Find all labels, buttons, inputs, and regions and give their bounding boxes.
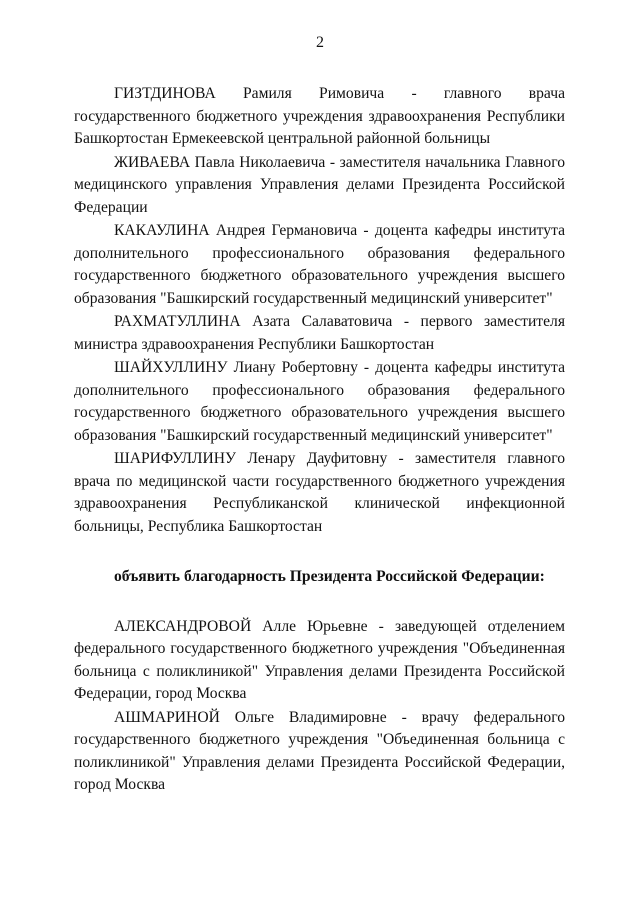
section-heading: объявить благодарность Президента Российской Федерации: (114, 568, 545, 585)
paragraph-zhivaev: ЖИВАЕВА Павла Николаевича - заместителя начальника Главного медицинского управления Управления делами Президента Российской Федерации (74, 153, 565, 216)
paragraph-shaikhullina: ШАЙХУЛЛИНУ Лиану Робертовну - доцента кафедры института дополнительного профессионального образования федерального государственного бюджетного образовательного учреждения высшего образования "Башкирский государственный медицинский университет" (74, 359, 565, 444)
page-number: 2 (316, 34, 324, 51)
document-body (74, 83, 565, 797)
paragraph-sharifullina: ШАРИФУЛЛИНУ Ленару Дауфитовну - заместителя главного врача по медицинской части государственного бюджетного учреждения здравоохранения Республиканской клинической инфекционной больницы, Республика Башкортостан (74, 450, 565, 535)
paragraph-kakaulin: КАКАУЛИНА Андрея Германовича - доцента кафедры института дополнительного профессионального образования федерального государственного бюджетного образовательного учреждения высшего образования "Башкирский государственный медицинский университет" (74, 222, 565, 307)
paragraph-aleksandrova: АЛЕКСАНДРОВОЙ Алле Юрьевне - заведующей отделением федерального государственного бюджетного учреждения "Объединенная больница с поликлиникой" Управления делами Президента Российской Федерации, город Москва (74, 617, 565, 702)
paragraph-rakhmatullin: РАХМАТУЛЛИНА Азата Салаватовича - первого заместителя министра здравоохранения Республики Башкортостан (74, 313, 565, 353)
paragraph-ashmarina: АШМАРИНОЙ Ольге Владимировне - врачу федерального государственного бюджетного учреждения "Объединенная больница с поликлиникой" Управления делами Президента Российской Федерации, город Москва (74, 708, 565, 793)
paragraph-giztdinov: ГИЗТДИНОВА Рамиля Римовича - главного врача государственного бюджетного учреждения здравоохранения Республики Башкортостан Ермекеевской центральной районной больницы (74, 85, 565, 147)
